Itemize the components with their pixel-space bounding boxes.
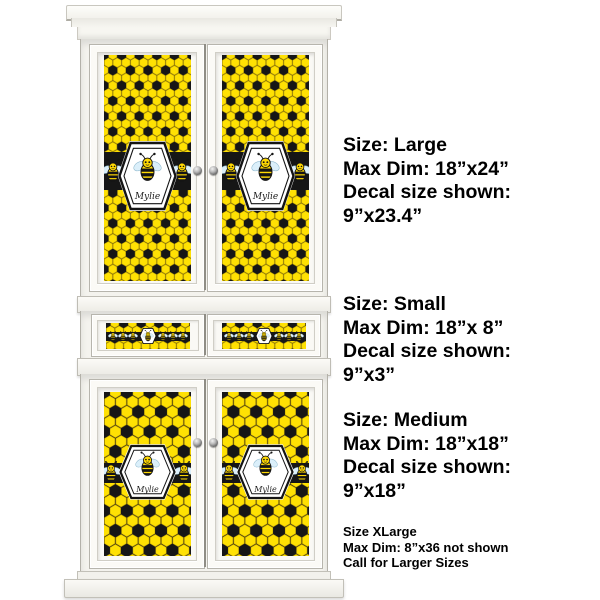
base-plinth: [64, 579, 344, 598]
door-panel-frame: [97, 387, 197, 561]
name-plate-hexagon: [140, 328, 156, 343]
name-plate-hexagon: [118, 444, 176, 500]
door-decal-large-left: [104, 55, 191, 281]
size-info-xlarge: [343, 524, 508, 571]
xlarge-max-dim: Max Dim: 8”x36 not shown: [343, 539, 509, 555]
door-panel-frame: [97, 52, 197, 284]
lower-door-right: [207, 379, 323, 569]
lower-door-left: [89, 379, 205, 569]
door-knob: [209, 166, 218, 175]
door-panel-frame: [215, 52, 315, 284]
drawer-panel-frame: [213, 320, 315, 351]
xlarge-title: Size XLarge: [343, 524, 417, 539]
door-decal-large-right: [222, 55, 309, 281]
decal-size-label: Decal size shown:: [343, 340, 511, 362]
decal-name-text: Mylie: [134, 192, 160, 202]
size-title: Size: Small: [343, 293, 446, 315]
size-info-medium: [343, 409, 511, 503]
decal-size-label: Decal size shown:: [343, 181, 511, 203]
door-gap: [204, 379, 206, 567]
max-dim: Max Dim: 18”x 8”: [343, 316, 504, 339]
decal-size-value: 9”x3”: [343, 363, 396, 386]
drawer-right: [207, 314, 321, 357]
decal-size-value: 9”x18”: [343, 479, 406, 502]
door-gap: [204, 44, 206, 290]
size-title: Size: Large: [343, 134, 448, 156]
name-plate-hexagon: [235, 141, 294, 211]
decal-name-text: Mylie: [135, 485, 159, 494]
decal-name-text: Mylie: [252, 192, 278, 202]
drawer-panel-frame: [97, 320, 199, 351]
door-decal-medium-right: [222, 392, 309, 556]
lower-cabinet: [80, 374, 328, 571]
size-title: Size: Medium: [343, 409, 468, 431]
name-plate-hexagon: [117, 141, 176, 211]
upper-door-right: [207, 44, 323, 292]
decal-size-value: 9”x23.4”: [343, 204, 423, 227]
door-knob: [209, 438, 218, 447]
name-plate-hexagon: [256, 328, 272, 343]
door-knob: [193, 438, 202, 447]
max-dim: Max Dim: 18”x24”: [343, 157, 509, 180]
upper-cabinet: [80, 39, 328, 297]
drawer-left: [91, 314, 205, 357]
door-decal-medium-left: [104, 392, 191, 556]
door-knob: [193, 166, 202, 175]
crown-molding-mid: [71, 18, 337, 27]
drawer-gap: [204, 314, 206, 355]
upper-door-left: [89, 44, 205, 292]
decal-size-label: Decal size shown:: [343, 456, 511, 478]
size-info-large: [343, 134, 511, 228]
drawer-row: [80, 311, 328, 358]
drawer-decal-small-right: [222, 323, 306, 349]
drawer-decal-small-left: [106, 323, 190, 349]
name-plate-hexagon: [236, 444, 294, 500]
door-panel-frame: [215, 387, 315, 561]
max-dim: Max Dim: 18”x18”: [343, 432, 509, 455]
decal-name-text: Mylie: [253, 485, 277, 494]
size-info-small: [343, 293, 511, 387]
xlarge-note: Call for Larger Sizes: [343, 555, 469, 570]
